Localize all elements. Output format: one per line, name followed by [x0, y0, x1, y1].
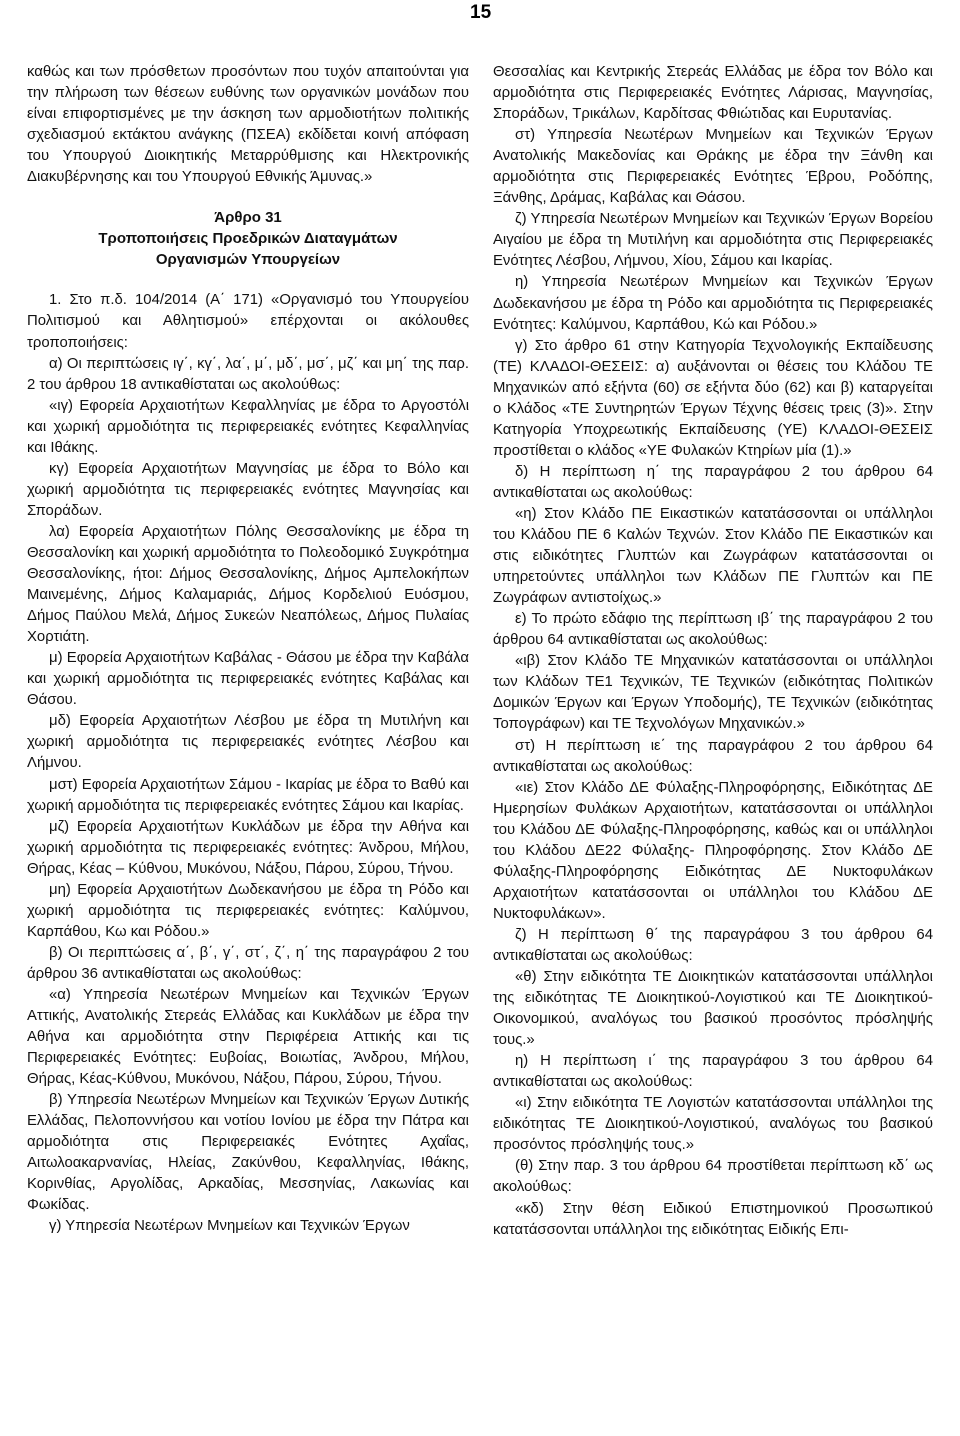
paragraph: μδ) Εφορεία Αρχαιοτήτων Λέσβου με έδρα τη Μυτιλήνη και χωρική αρμοδιότητα τις περιφερειακές ενότητες Λέσβου και Λήμνου. — [27, 713, 469, 772]
article-title-line2: Οργανισμών Υπουργείων — [155, 251, 341, 269]
paragraph: στ) Υπηρεσία Νεωτέρων Μνημείων και Τεχνικών Έργων Ανατολικής Μακεδονίας και Θράκης με έδρα την Ξάνθη και αρμοδιότητα στις Περιφερειακές Ενότητες Έβρου, Ροδόπης, Ξάνθης, Δράμας, Καβάλας και Θάσου. — [493, 127, 933, 207]
paragraph: μστ) Εφορεία Αρχαιοτήτων Σάμου - Ικαρίας με έδρα το Βαθύ και χωρική αρμοδιότητα τις περιφερειακές ενότητες Σάμου και Ικαρίας. — [27, 776, 469, 814]
paragraph: καθώς και των πρόσθετων προσόντων που τυχόν απαιτούνται για την πλήρωση των θέσεων ευθύνης των οργανικών μονάδων που είναι επιφορτισμένες με την άσκηση των αρμοδιοτήτων πολιτικής σχεδιασμού εκτάκτου ανάγκης (ΠΣΕΑ) εκδίδεται κοινή απόφαση του Υπουργού Διοικητικής Μεταρρύθμισης και Ηλεκτρονικής Διακυβέρνησης και του Υπουργού Εθνικής Άμυνας.» — [27, 64, 469, 186]
paragraph: μη) Εφορεία Αρχαιοτήτων Δωδεκανήσου με έδρα τη Ρόδο και χωρική αρμοδιότητα τις περιφερειακές ενότητες: Καλύμνου, Καρπάθου, Κω και Ρόδου.» — [27, 881, 469, 940]
paragraph: Θεσσαλίας και Κεντρικής Στερεάς Ελλάδας με έδρα τον Βόλο και αρμοδιότητα στις Περιφερειακές Ενότητες Λάρισας, Μαγνησίας, Σποράδων, Τρικάλων, Καρδίτσας Φθιώτιδας και Ευρυτανίας. — [493, 64, 933, 123]
paragraph: γ) Στο άρθρο 61 στην Κατηγορία Τεχνολογικής Εκπαίδευσης (ΤΕ) ΚΛΑΔΟΙ-ΘΕΣΕΙΣ: α) αυξάνονται οι θέσεις του Κλάδου ΤΕ Μηχανικών από εξήντα (60) σε εξήντα δύο (62) και β) καταργείται ο Κλάδος «ΤΕ Συντηρητών Έργων Τέχνης θέσεις τρεις (3)». Στην Κατηγορία Υποχρεωτικής Εκπαίδευσης (ΥΕ) ΚΛΑΔΟΙ-ΘΕΣΕΙΣ προστίθεται ο κλάδος «ΥΕ Φυλακών Κτηρίων μία (1).» — [493, 337, 933, 459]
paragraph: «θ) Στην ειδικότητα ΤΕ Διοικητικών κατατάσσονται υπάλληλοι της ειδικότητας ΤΕ Διοικητικού-Λογιστικού και ΤΕ Διοικητικού-Οικονομικού, αναλόγως του βασικού προσόντος πρόσληψής τους.» — [493, 969, 933, 1049]
paragraph: η) Υπηρεσία Νεωτέρων Μνημείων και Τεχνικών Έργων Δωδεκανήσου με έδρα τη Ρόδο και αρμοδιότητα τις Περιφερειακές Ενότητες: Καλύμνου, Καρπάθου, Κώ και Ρόδου.» — [493, 274, 933, 333]
paragraph: «κδ) Στην θέση Ειδικού Επιστημονικού Προσωπικού κατατάσσονται υπάλληλοι της ειδικότητας Ειδικής Επι- — [493, 1200, 933, 1238]
paragraph: η) Η περίπτωση ι΄ της παραγράφου 3 του άρθρου 64 αντικαθίσταται ως ακολούθως: — [493, 1053, 933, 1091]
paragraph: γ) Υπηρεσία Νεωτέρων Μνημείων και Τεχνικών Έργων — [49, 1218, 410, 1235]
paragraph: β) Υπηρεσία Νεωτέρων Μνημείων και Τεχνικών Έργων Δυτικής Ελλάδας, Πελοποννήσου και νοτίου Ιονίου με έδρα την Πάτρα και αρμοδιότητα στις Περιφερειακές Ενότητες Αχαΐας, Αιτωλοακαρνανίας, Ηλείας, Ζακύνθου, Κεφαλληνίας, Ιθάκης, Κορινθίας, Αργολίδας, Αρκαδίας, Μεσσηνίας, Λακωνίας και Φωκίδας. — [27, 1092, 469, 1214]
paragraph: «η) Στον Κλάδο ΠΕ Εικαστικών κατατάσσονται οι υπάλληλοι του Κλάδου ΠΕ 6 Καλών Τεχνών. Στον Κλάδο ΠΕ Εικαστικών και στις ειδικότητες Γλυπτών και Ζωγράφων κατατάσσονται οι υπηρετούντες υπάλληλοι των Κλάδων ΠΕ Γλυπτών και ΠΕ Ζωγράφων αντιστοίχως.» — [493, 505, 933, 607]
paragraph: «ιε) Στον Κλάδο ΔΕ Φύλαξης-Πληροφόρησης, Ειδικότητας ΔΕ Ημερησίων Φυλάκων Αρχαιοτήτων, κατατάσσονται οι υπάλληλοι του Κλάδου ΔΕ Φύλαξης-Πληροφόρησης, καθώς και οι υπάλληλοι του Κλάδου ΔΕ22 Φύλαξης- Πληροφόρησης. Στον Κλάδο ΔΕ Φύλαξης-Πληροφόρησης Ειδικότητας ΔΕ Νυκτοφυλάκων Αρχαιοτήτων κατατάσσονται οι υπάλληλοι του Κλάδου ΔΕ Νυκτοφυλάκων». — [493, 779, 933, 922]
paragraph: λα) Εφορεία Αρχαιοτήτων Πόλης Θεσσαλονίκης με έδρα τη Θεσσαλονίκη και χωρική αρμοδιότητα το Πολεοδομικό Συγκρότημα Θεσσαλονίκης, ήτοι: Δήμος Θεσσαλονίκης, Δήμος Αμπελοκήπων Μαινεμένης, Δήμος Καλαμαριάς, Δήμος Κορδελιού Ευόσμου, Δήμος Παύλου Μελά, Δήμος Συκεών Νεαπόλεως, Δήμος Πυλαίας Χορτιάτη. — [27, 523, 469, 646]
article-heading: Άρθρο 31 — [214, 209, 282, 227]
paragraph: ε) Το πρώτο εδάφιο της περίπτωση ιβ΄ της παραγράφου 2 του άρθρου 64 αντικαθίσταται ως ακολούθως: — [493, 611, 933, 649]
right-column — [493, 62, 933, 1241]
article-title-line1: Τροποποιήσεις Προεδρικών Διαταγμάτων — [98, 230, 398, 248]
paragraph: «ι) Στην ειδικότητα ΤΕ Λογιστών κατατάσσονται υπάλληλοι της ειδικότητας ΤΕ Διοικητικού-Λογιστικού, αναλόγως του βασικού προσόντος πρόσληψής τους.» — [493, 1095, 933, 1154]
paragraph: δ) Η περίπτωση η΄ της παραγράφου 2 του άρθρου 64 αντικαθίσταται ως ακολούθως: — [493, 463, 933, 501]
page-number: 15 — [470, 2, 492, 23]
paragraph: στ) Η περίπτωση ιε΄ της παραγράφου 2 του άρθρου 64 αντικαθίσταται ως ακολούθως: — [493, 737, 933, 775]
paragraph: 1. Στο π.δ. 104/2014 (Α΄ 171) «Οργανισμό του Υπουργείου Πολιτισμού και Αθλητισμού» επέρχονται οι ακόλουθες τροποποιήσεις: — [27, 292, 469, 351]
paragraph: α) Οι περιπτώσεις ιγ΄, κγ΄, λα΄, μ΄, μδ΄, μσ΄, μζ΄ και μη΄ της παρ. 2 του άρθρου 18 αντικαθίσταται ως ακολούθως: — [27, 355, 469, 393]
article-heading-block — [27, 207, 469, 270]
paragraph: (θ) Στην παρ. 3 του άρθρου 64 προστίθεται περίπτωση κδ΄ ως ακολούθως: — [493, 1158, 933, 1196]
paragraph: «ιβ) Στον Κλάδο ΤΕ Μηχανικών κατατάσσονται οι υπάλληλοι των Κλάδων ΤΕ1 Τεχνικών, ΤΕ Τεχνικών (ειδικότητας Πολιτικών Δομικών Έργων και Έργων Υποδομής), ΤΕ Τεχνικών (ειδικότητας Τοπογράφων) και ΤΕ Τεχνολόγων Μηχανικών.» — [493, 653, 933, 733]
paragraph: κγ) Εφορεία Αρχαιοτήτων Μαγνησίας με έδρα το Βόλο και χωρική αρμοδιότητα τις περιφερειακές ενότητες Μαγνησίας και Σποράδων. — [27, 460, 469, 519]
left-column — [27, 62, 469, 1238]
paragraph: β) Οι περιπτώσεις α΄, β΄, γ΄, στ΄, ζ΄, η΄ της παραγράφου 2 του άρθρου 36 αντικαθίσταται ως ακολούθως: — [27, 944, 469, 982]
paragraph: μ) Εφορεία Αρχαιοτήτων Καβάλας - Θάσου με έδρα την Καβάλα και χωρική αρμοδιότητα τις περιφερειακές ενότητες Καβάλας και Θάσου. — [27, 650, 469, 709]
paragraph: ζ) Υπηρεσία Νεωτέρων Μνημείων και Τεχνικών Έργων Βορείου Αιγαίου με έδρα τη Μυτιλήνη και αρμοδιότητα στις Περιφερειακές Ενότητες Λέσβου, Λήμνου, Χίου, Σάμου και Ικαρίας. — [493, 211, 933, 270]
paragraph: μζ) Εφορεία Αρχαιοτήτων Κυκλάδων με έδρα την Αθήνα και χωρική αρμοδιότητα τις περιφερειακές ενότητες: Άνδρου, Μήλου, Θήρας, Κέας – Κύθνου, Μυκόνου, Νάξου, Πάρου, Σύρου, Τήνου. — [27, 818, 469, 877]
paragraph: «α) Υπηρεσία Νεωτέρων Μνημείων και Τεχνικών Έργων Αττικής, Ανατολικής Στερεάς Ελλάδας και Κυκλάδων με έδρα την Αθήνα και αρμοδιότητα στην Περιφέρεια Αττικής και τις Περιφερειακές Ενότητες: Ευβοίας, Βοιωτίας, Άνδρου, Μήλου, Θήρας, Κέας-Κύθνου, Μυκόνου, Νάξου, Πάρου, Σύρου, Τήνου. — [27, 986, 469, 1088]
paragraph: «ιγ) Εφορεία Αρχαιοτήτων Κεφαλληνίας με έδρα το Αργοστόλι και χωρική αρμοδιότητα τις περιφερειακές ενότητες Κεφαλληνίας και Ιθάκης. — [27, 397, 469, 456]
paragraph: ζ) Η περίπτωση θ΄ της παραγράφου 3 του άρθρου 64 αντικαθίσταται ως ακολούθως: — [493, 926, 933, 964]
